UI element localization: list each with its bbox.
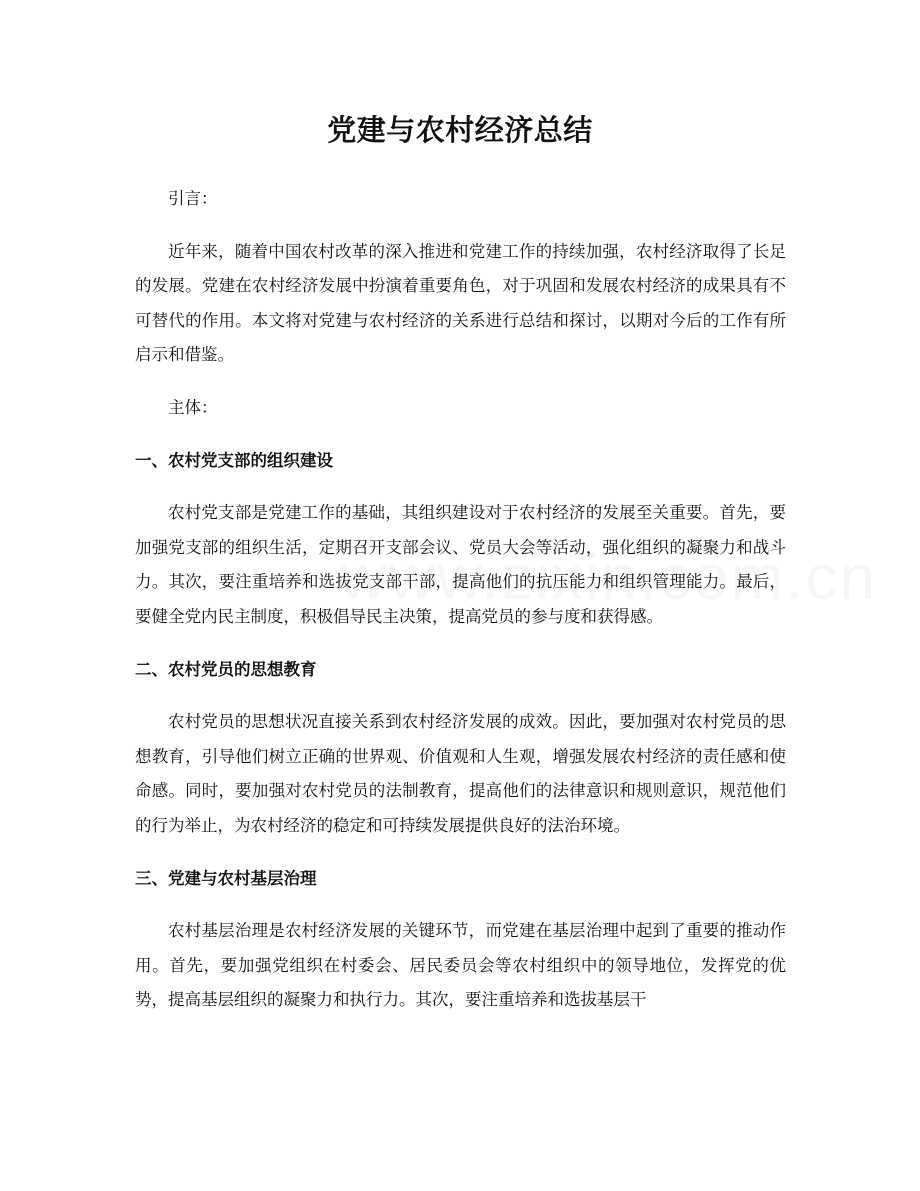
section-heading-1: 一、农村党支部的组织建设: [135, 450, 333, 470]
spacer: [135, 426, 786, 444]
section-paragraph-1: 农村党支部是党建工作的基础，其组织建设对于农村经济的发展至关重要。首先，要加强党支部的组织生活，定期召开支部会议、党员大会等活动，强化组织的凝聚力和战斗力。其次，要注重培养和选拔党支部干部，提高他们的抗压能力和组织管理能力。最后，要健全党内民主制度，积极倡导民主决策，提高党员的参与度和获得感。: [135, 503, 786, 626]
section-heading-2: 二、农村党员的思想教育: [135, 659, 317, 679]
document-title: 党建与农村经济总结: [327, 113, 593, 147]
intro-paragraph: 近年来，随着中国农村改革的深入推进和党建工作的持续加强，农村经济取得了长足的发展。党建在农村经济发展中扮演着重要角色，对于巩固和发展农村经济的成果具有不可替代的作用。本文将对党建与农村经济的关系进行总结和探讨，以期对今后的工作有所启示和借鉴。: [135, 241, 786, 365]
intro-label: 引言：: [168, 189, 218, 208]
section-heading-3: 三、党建与农村基层治理: [135, 868, 317, 888]
spacer: [135, 687, 786, 705]
document-body: [135, 182, 786, 1018]
spacer: [135, 478, 786, 496]
spacer: [135, 844, 786, 862]
spacer: [135, 635, 786, 653]
body-label: 主体：: [168, 397, 218, 417]
spacer: [135, 217, 786, 235]
spacer: [135, 896, 786, 914]
spacer: [135, 373, 786, 391]
section-paragraph-3: 农村基层治理是农村经济发展的关键环节，而党建在基层治理中起到了重要的推动作用。首先，要加强党组织在村委会、居民委员会等农村组织中的领导地位，发挥党的优势，提高基层组织的凝聚力和执行力。其次，要注重培养和选拔基层干: [135, 921, 786, 1010]
section-paragraph-2: 农村党员的思想状况直接关系到农村经济发展的成效。因此，要加强对农村党员的思想教育，引导他们树立正确的世界观、价值观和人生观，增强发展农村经济的责任感和使命感。同时，要加强对农村党员的法制教育，提高他们的法律意识和规则意识，规范他们的行为举止，为农村经济的稳定和可持续发展提供良好的法治环境。: [135, 712, 786, 835]
